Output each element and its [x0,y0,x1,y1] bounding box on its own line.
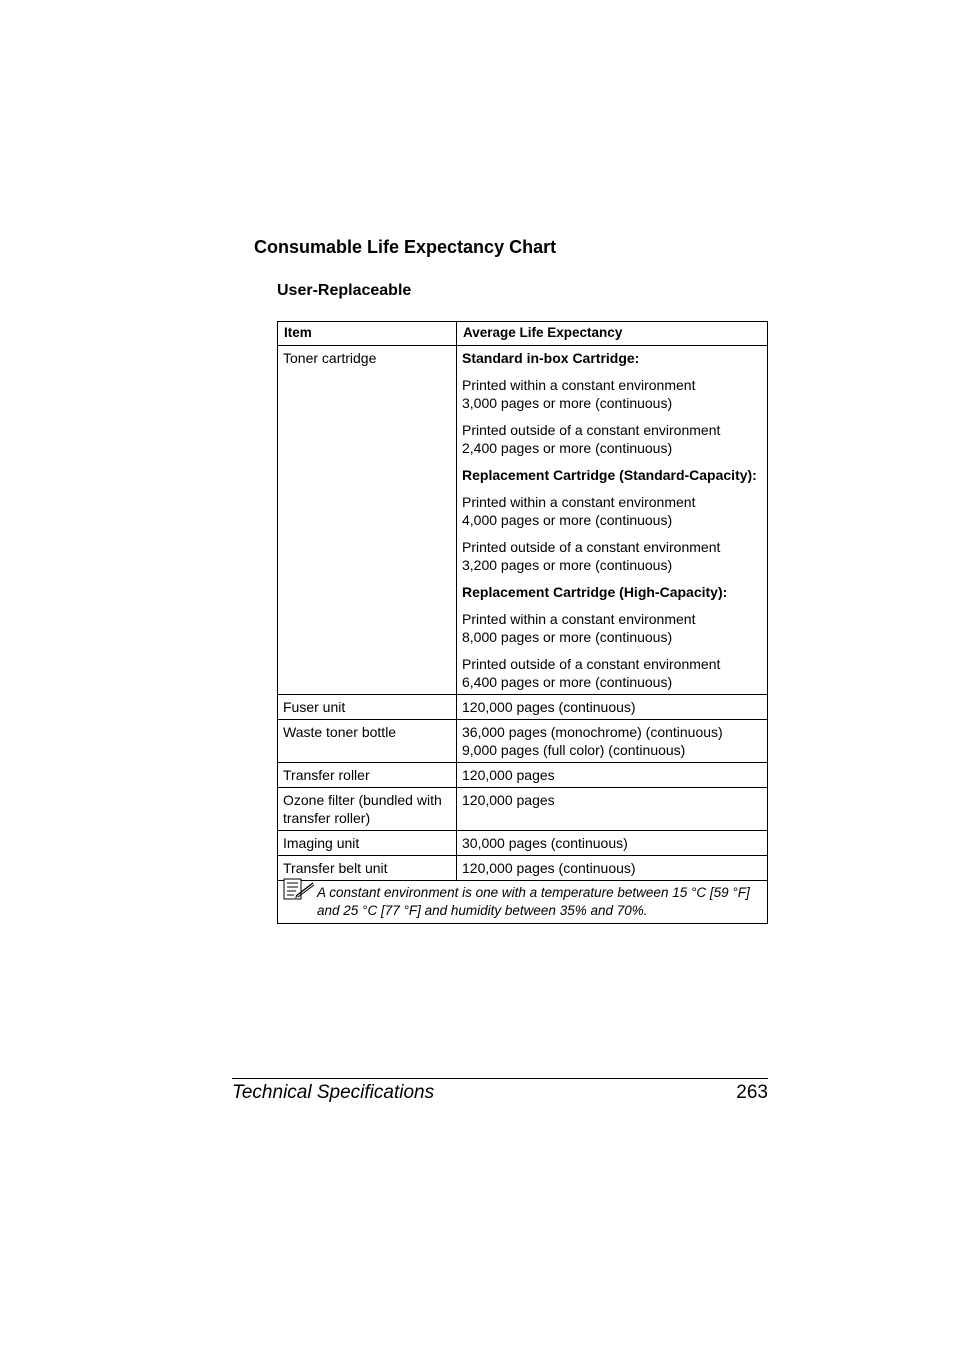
life-expectancy-text [462,791,762,809]
item-cell: Transfer belt unit [278,856,457,881]
text-line: 8,000 pages or more (continuous) [462,629,673,645]
life-expectancy-text [462,723,762,759]
life-expectancy-text [462,655,762,691]
item-cell: Ozone filter (bundled with transfer roller) [278,788,457,831]
table-row [278,695,768,720]
text-line: 3,000 pages or more (continuous) [462,395,673,411]
item-cell: Waste toner bottle [278,720,457,763]
note-text: A constant environment is one with a temperature between 15 °C [59 °F] and 25 °C [77 °F] and humidity between 35% and 70%. [317,885,750,918]
note-pad-icon [283,878,317,904]
life-expectancy-text [462,766,762,784]
table-row [278,763,768,788]
text-line: Printed outside of a constant environment [462,539,721,555]
cartridge-type-heading [462,583,762,601]
life-expectancy-cell [457,720,768,763]
text-line: Replacement Cartridge (Standard-Capacity): [462,467,757,483]
text-line: Printed outside of a constant environment [462,656,721,672]
text-line: Printed within a constant environment [462,494,696,510]
item-cell: Imaging unit [278,831,457,856]
text-line: 120,000 pages [462,792,555,808]
note [283,884,762,920]
life-expectancy-cell [457,856,768,881]
table-row [278,831,768,856]
life-expectancy-cell [457,831,768,856]
text-line: 120,000 pages (continuous) [462,860,636,876]
life-expectancy-cell [457,695,768,720]
subsection-title: User-Replaceable [277,282,412,299]
life-expectancy-text [462,421,762,457]
item-cell: Toner cartridge [278,346,457,695]
text-line: 4,000 pages or more (continuous) [462,512,673,528]
table-row [278,720,768,763]
life-expectancy-cell [457,788,768,831]
life-expectancy-text [462,538,762,574]
table-header-row [278,322,768,346]
text-line: 120,000 pages (continuous) [462,699,636,715]
column-header-item: Item [278,322,457,346]
life-expectancy-text [462,610,762,646]
text-line: Replacement Cartridge (High-Capacity): [462,584,728,600]
item-cell: Fuser unit [278,695,457,720]
text-line: 9,000 pages (full color) (continuous) [462,742,686,758]
table-body [278,346,768,881]
text-line: 30,000 pages (continuous) [462,835,628,851]
footer-chapter-title: Technical Specifications [232,1082,435,1103]
text-line: 2,400 pages or more (continuous) [462,440,673,456]
life-expectancy-table [277,321,768,924]
table-row [278,346,768,695]
text-line: 120,000 pages [462,767,555,783]
note-row [278,881,768,924]
table-row [278,856,768,881]
page-number: 263 [736,1082,768,1103]
page-footer [232,1078,768,1104]
item-cell: Transfer roller [278,763,457,788]
table-row [278,788,768,831]
text-line: 36,000 pages (monochrome) (continuous) [462,724,723,740]
life-expectancy-text [462,376,762,412]
text-line: 6,400 pages or more (continuous) [462,674,673,690]
text-line: Standard in-box Cartridge: [462,350,640,366]
life-expectancy-text [462,859,762,877]
life-expectancy-cell [457,763,768,788]
column-header-life-expectancy: Average Life Expectancy [457,322,768,346]
cartridge-type-heading [462,466,762,484]
life-expectancy-cell [457,346,768,695]
text-line: Printed within a constant environment [462,611,696,627]
section-title: Consumable Life Expectancy Chart [254,237,557,257]
life-expectancy-text [462,834,762,852]
life-expectancy-text [462,698,762,716]
text-line: Printed outside of a constant environment [462,422,721,438]
cartridge-type-heading [462,349,762,367]
text-line: 3,200 pages or more (continuous) [462,557,673,573]
life-expectancy-text [462,493,762,529]
text-line: Printed within a constant environment [462,377,696,393]
note-cell [278,881,768,924]
